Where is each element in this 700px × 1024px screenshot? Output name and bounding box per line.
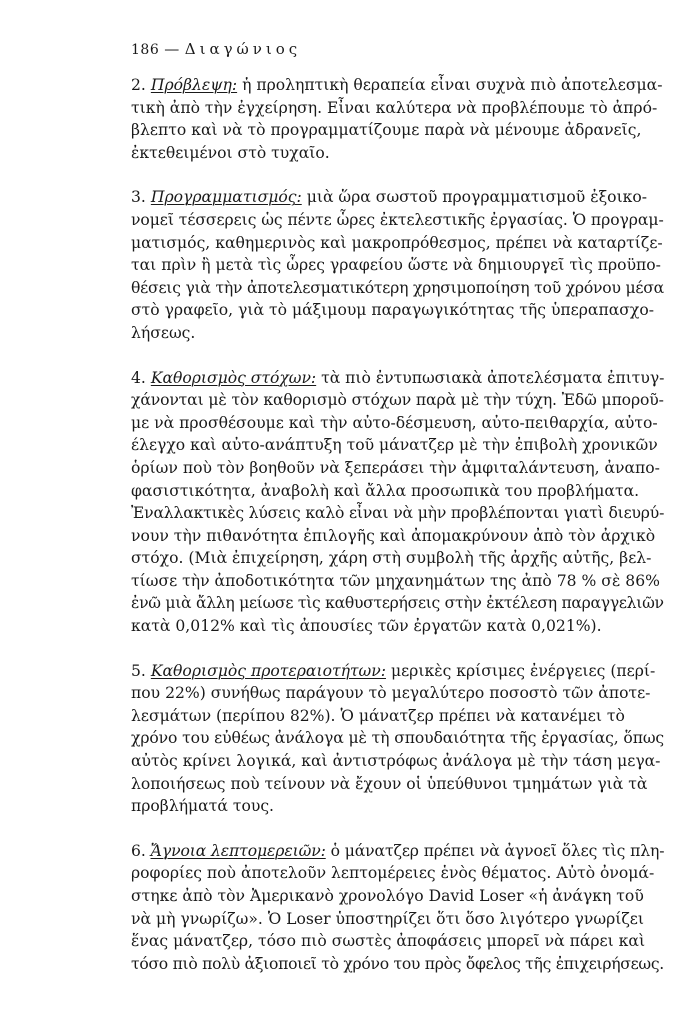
text-line: ἕνας μάνατζερ, τόσο πιὸ σωστὲς ἀποφάσεις μπορεῖ νὰ πάρει καὶ xyxy=(131,932,646,951)
text-line: έλεγχο καὶ αὐτο-ανάπτυξη τοῦ μάνατζερ μὲ τὴν ἐπιβολὴ χρονικῶν xyxy=(131,436,658,455)
section-number: 4. xyxy=(131,368,146,387)
running-head-dash: — xyxy=(164,40,180,58)
text-line: 6. Ἄγνοια λεπτομερειῶν: ὁ μάνατζερ πρέπει νὰ ἀγνοεῖ ὅλες τὶς πλη- xyxy=(131,841,665,860)
text-line: 4. Καθορισμὸς στόχων: τὰ πιὸ ἐντυπωσιακὰ ἀποτελέσματα ἐπιτυγ- xyxy=(131,368,665,387)
text-line: φασιστικότητα, ἀναβολὴ καὶ ἄλλα προσωπικὰ του προβλήματα. xyxy=(131,481,640,500)
section-number: 3. xyxy=(131,188,146,207)
page-number: 186 xyxy=(131,42,160,58)
text-line: προβλήματά τους. xyxy=(131,797,275,816)
text-line: ματισμός, καθημερινὸς καὶ μακροπρόθεσμος, πρέπει νὰ καταρτίζε- xyxy=(131,233,663,252)
text-line: θέσεις γιὰ τὴν ἀποτελεσματικότερη χρησιμοποίηση τοῦ χρόνου μέσα xyxy=(131,278,664,297)
text-line: χάνονται μὲ τὸν καθορισμὸ στόχων παρὰ μὲ τὴν τύχη. Ἐδῶ μποροῦ- xyxy=(131,391,664,410)
text-line: κατὰ 0,012% καὶ τὶς ἀπουσίες τῶν ἐργατῶν κατὰ 0,021%). xyxy=(131,617,602,636)
section-programming xyxy=(131,186,664,344)
section-goal-setting xyxy=(131,367,664,638)
text-line: αὐτὸς κρίνει λογικά, καὶ ἀντιστρόφως ἀνάλογα μὲ τὴν τάση μεγα- xyxy=(131,752,661,771)
section-number: 2. xyxy=(131,76,146,94)
section-number: 6. xyxy=(131,841,146,860)
body-text xyxy=(131,74,664,997)
section-heading: Ἄγνοια λεπτομερειῶν: xyxy=(150,841,326,860)
text-line: στόχο. (Μιὰ ἐπιχείρηση, χάρη στὴ συμβολὴ τῆς ἀρχῆς αὐτῆς, βελ- xyxy=(131,549,652,568)
text-line: στὸ γραφεῖο, γιὰ τὸ μάξιμουμ παραγωγικότητας τῆς ὑπεραπασχο- xyxy=(131,301,654,320)
text-line: λήσεως. xyxy=(131,323,196,342)
text-line: 5. Καθορισμὸς προτεραιοτήτων: μερικὲς κρίσιμες ἐνέργειες (περί- xyxy=(131,661,656,680)
text-line: 2. Πρόβλεψη: ἡ προληπτικὴ θεραπεία εἶναι συχνὰ πιὸ ἀποτελεσμα- xyxy=(131,76,663,94)
section-heading: Πρόβλεψη: xyxy=(150,76,238,94)
section-ignoring-details xyxy=(131,840,664,976)
text-line: τικὴ ἀπὸ τὴν ἐγχείρηση. Εἶναι καλύτερα νὰ προβλέπουμε τὸ ἀπρό- xyxy=(131,98,658,117)
text-line: νὰ μὴ γνωρίζω». Ὁ Loser ὑποστηρίζει ὅτι ὅσο λιγότερο γνωρίζει xyxy=(131,909,645,928)
section-priorities xyxy=(131,660,664,818)
text-line: νουν τὴν πιθανότητα ἐπιλογῆς καὶ ἀπομακρύνουν ἀπὸ τὸν ἀρχικὸ xyxy=(131,526,656,545)
text-line: ὁρίων ποὺ τὸν βοηθοῦν νὰ ξεπεράσει τὴν ἀμφιταλάντευση, ἀναπο- xyxy=(131,458,660,477)
text-line: τόσο πιὸ πολὺ ἀξιοποιεῖ τὸ χρόνο του πρὸς ὄφελος τῆς ἐπιχειρήσεως. xyxy=(131,954,664,973)
text-line: με νὰ προσθέσουμε καὶ τὴν αὐτο-δέσμευση, αὐτο-πειθαρχία, αὐτο- xyxy=(131,413,658,432)
section-heading: Καθορισμὸς στόχων: xyxy=(150,368,317,387)
text-line: χρόνο του εὐθέως ἀνάλογα μὲ τὴ σπουδαιότητα τῆς ἐργασίας, ὅπως xyxy=(131,729,665,748)
section-number: 5. xyxy=(131,661,146,680)
running-head xyxy=(131,40,301,58)
section-heading: Καθορισμὸς προτεραιοτήτων: xyxy=(150,661,386,680)
text-line: 3. Προγραμματισμός: μιὰ ὥρα σωστοῦ προγραμματισμοῦ ἐξοικο- xyxy=(131,188,648,207)
text-line: βλεπτο καὶ νὰ τὸ προγραμματίζουμε παρὰ νὰ μένουμε ἀδρανεῖς, xyxy=(131,121,642,140)
text-line: που 22%) συνήθως παράγουν τὸ μεγαλύτερο ποσοστὸ τῶν ἀποτε- xyxy=(131,684,651,703)
text-line: ἐνῶ μιὰ ἄλλη μείωσε τὶς καθυστερήσεις στὴν ἐκτέλεση παραγγελιῶν xyxy=(131,594,664,613)
text-line: νομεῖ τέσσερεις ὡς πέντε ὧρες ἐκτελεστικῆς ἐργασίας. Ὁ προγραμ- xyxy=(131,210,664,229)
text-line: ροφορίες ποὺ ἀποτελοῦν λεπτομέρειες ἑνὸς θέματος. Αὐτὸ ὀνομά- xyxy=(131,864,655,883)
text-line: λοποιήσεως ποὺ τείνουν νὰ ἔχουν οἱ ὑπεύθυνοι τμημάτων γιὰ τὰ xyxy=(131,774,648,793)
text-line: ἐκτεθειμένοι στὸ τυχαῖο. xyxy=(131,143,330,162)
text-line: τίωσε τὴν ἀποδοτικότητα τῶν μηχανημάτων της ἀπὸ 78 % σὲ 86% xyxy=(131,571,660,590)
section-heading: Προγραμματισμός: xyxy=(150,188,302,207)
running-head-title: Διαγώνιος xyxy=(184,40,302,58)
section-prediction xyxy=(131,74,664,164)
text-line: λεσμάτων (περίπου 82%). Ὁ μάνατζερ πρέπει νὰ κατανέμει τὸ xyxy=(131,706,625,725)
text-line: στηκε ἀπὸ τὸν Ἀμερικανὸ χρονολόγο David Loser «ἡ ἀνάγκη τοῦ xyxy=(131,887,644,905)
text-line: Ἐναλλακτικὲς λύσεις καλὸ εἶναι νὰ μὴν προβλέπονται γιατὶ διευρύ- xyxy=(131,504,665,523)
text-line: ται πρὶν ἢ μετὰ τὶς ὧρες γραφείου ὥστε νὰ δημιουργεῖ τὶς προϋπο- xyxy=(131,256,661,275)
